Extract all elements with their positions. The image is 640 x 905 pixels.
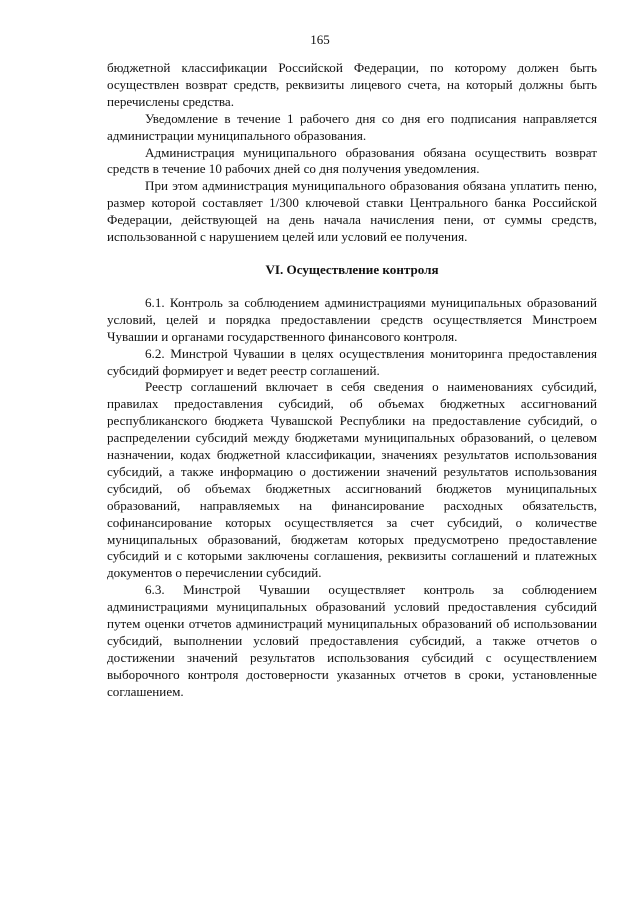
paragraph-notification: Уведомление в течение 1 рабочего дня со дня его подписания направляется администрации муниципального образования. <box>107 110 597 143</box>
paragraph-registry: Реестр соглашений включает в себя сведения о наименованиях субсидий, правилах предоставления субсидий, об объемах бюджетных ассигнований республиканского бюджета Чувашской Республики на предоставление субсидий, о распределении субсидий между бюджетами муниципальных образований, о целевом назначении, кодах бюджетной классификации, значениях результатов использования субсидий, а также информацию о достижении значений результатов использования субсидий, об объемах бюджетных ассигнований бюджетов муниципальных образований, направляемых на финансирование расходных обязательств, софинансирование которых осуществляется за счет субсидий, о количестве муниципальных образований, бюджетам которых предусмотрено предоставление субсидий и с которыми заключены соглашения, реквизиты соглашений и платежных документов о перечислении субсидий. <box>107 379 597 581</box>
paragraph-6-1: 6.1. Контроль за соблюдением администрациями муниципальных образований условий, целей и порядка предоставлении средств осуществляется Минстроем Чувашии и органами государственного финансового контроля. <box>107 294 597 344</box>
paragraph-6-3: 6.3. Минстрой Чувашии осуществляет контроль за соблюдением администрациями муниципальных образований условий предоставления субсидий путем оценки отчетов администраций муниципальных образований об использовании субсидий, выполнении условий предоставления субсидий, а также отчетов о достижении значений результатов использования субсидий с осуществлением выборочного контроля достоверности указанных отчетов в сроки, установленные соглашением. <box>107 582 597 699</box>
document-body <box>107 60 597 701</box>
paragraph-6-2: 6.2. Минстрой Чувашии в целях осуществления мониторинга предоставления субсидий формирует и ведет реестр соглашений. <box>107 345 597 378</box>
paragraph-penalty: При этом администрация муниципального образования обязана уплатить пеню, размер которой составляет 1/300 ключевой ставки Центрального банка Российской Федерации, действующей на день начала начисления пени, от суммы средств, использованной с нарушением целей или условий ее получения. <box>107 178 597 245</box>
page-number: 165 <box>310 32 330 47</box>
section-heading: VI. Осуществление контроля <box>265 261 439 277</box>
paragraph-refund: Администрация муниципального образования обязана осуществить возврат средств в течение 10 рабочих дней со дня получения уведомления. <box>107 144 597 177</box>
paragraph-continuation: бюджетной классификации Российской Федерации, по которому должен быть осуществлен возврат средств, реквизиты лицевого счета, на который должны быть перечислены средства. <box>107 60 597 109</box>
